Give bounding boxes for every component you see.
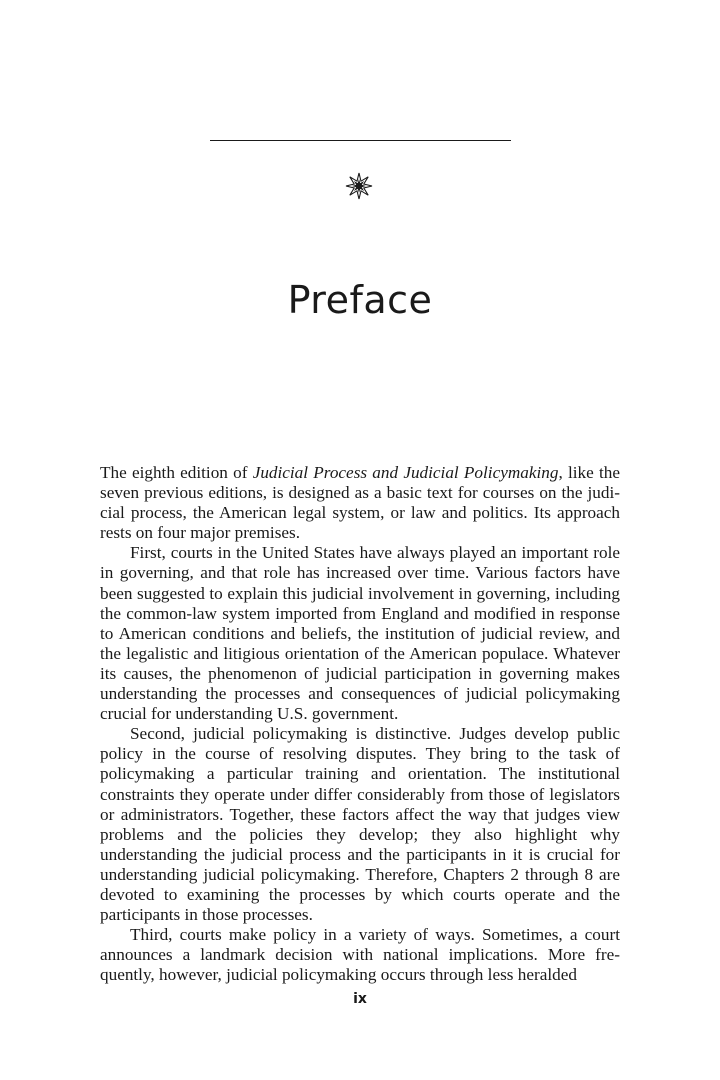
text-run: The eighth edition of — [100, 463, 253, 482]
paragraph — [100, 724, 620, 925]
paragraph — [100, 925, 620, 985]
text-run: Second, judicial policymaking is distinctive. Judges develop public policy in the course of resolving disputes. They bring to the task of policymaking a particular training and orientation. The institutional constraints they operate under differ considerably from those of legislators or administrators. Together, these factors affect the way that judges view problems and the policies they develop; they also highlight why understanding the judicial process and the participants in it is crucial for understanding judicial policymaking. Therefore, Chapters 2 through 8 are devoted to examining the processes by which courts operate and the participants in those processes. — [100, 724, 620, 925]
chapter-top-rule — [210, 140, 511, 141]
text-run: Third, courts make policy in a variety of ways. Sometimes, a court announces a landmark decision with national implications. More frequently, however, judicial policymaking occurs through less heralded — [100, 925, 620, 985]
book-title-italic: Judicial Process and Judicial Policymaking — [252, 463, 559, 482]
paragraph — [100, 463, 620, 543]
text-run: , like the seven previous editions, is designed as a basic text for courses on the judicial process, the American legal system, or law and politics. Its approach rests on four major premises. — [100, 463, 620, 543]
page-number: ix — [353, 991, 367, 1007]
text-run: First, courts in the United States have always played an important role in governing, and that role has increased over time. Various factors have been suggested to explain this judicial involvement in governing, including the common-law system imported from England and modified in response to American conditions and beliefs, the institution of judicial review, and the legalistic and litigious orientation of the American populace. Whatever its causes, the phenomenon of judicial participation in governing makes understanding the processes and consequences of judicial policymaking crucial for understanding U.S. government. — [100, 543, 620, 724]
preface-body — [100, 463, 620, 985]
compass-star-icon — [345, 172, 373, 200]
paragraph — [100, 543, 620, 724]
page-title: Preface — [287, 278, 433, 322]
